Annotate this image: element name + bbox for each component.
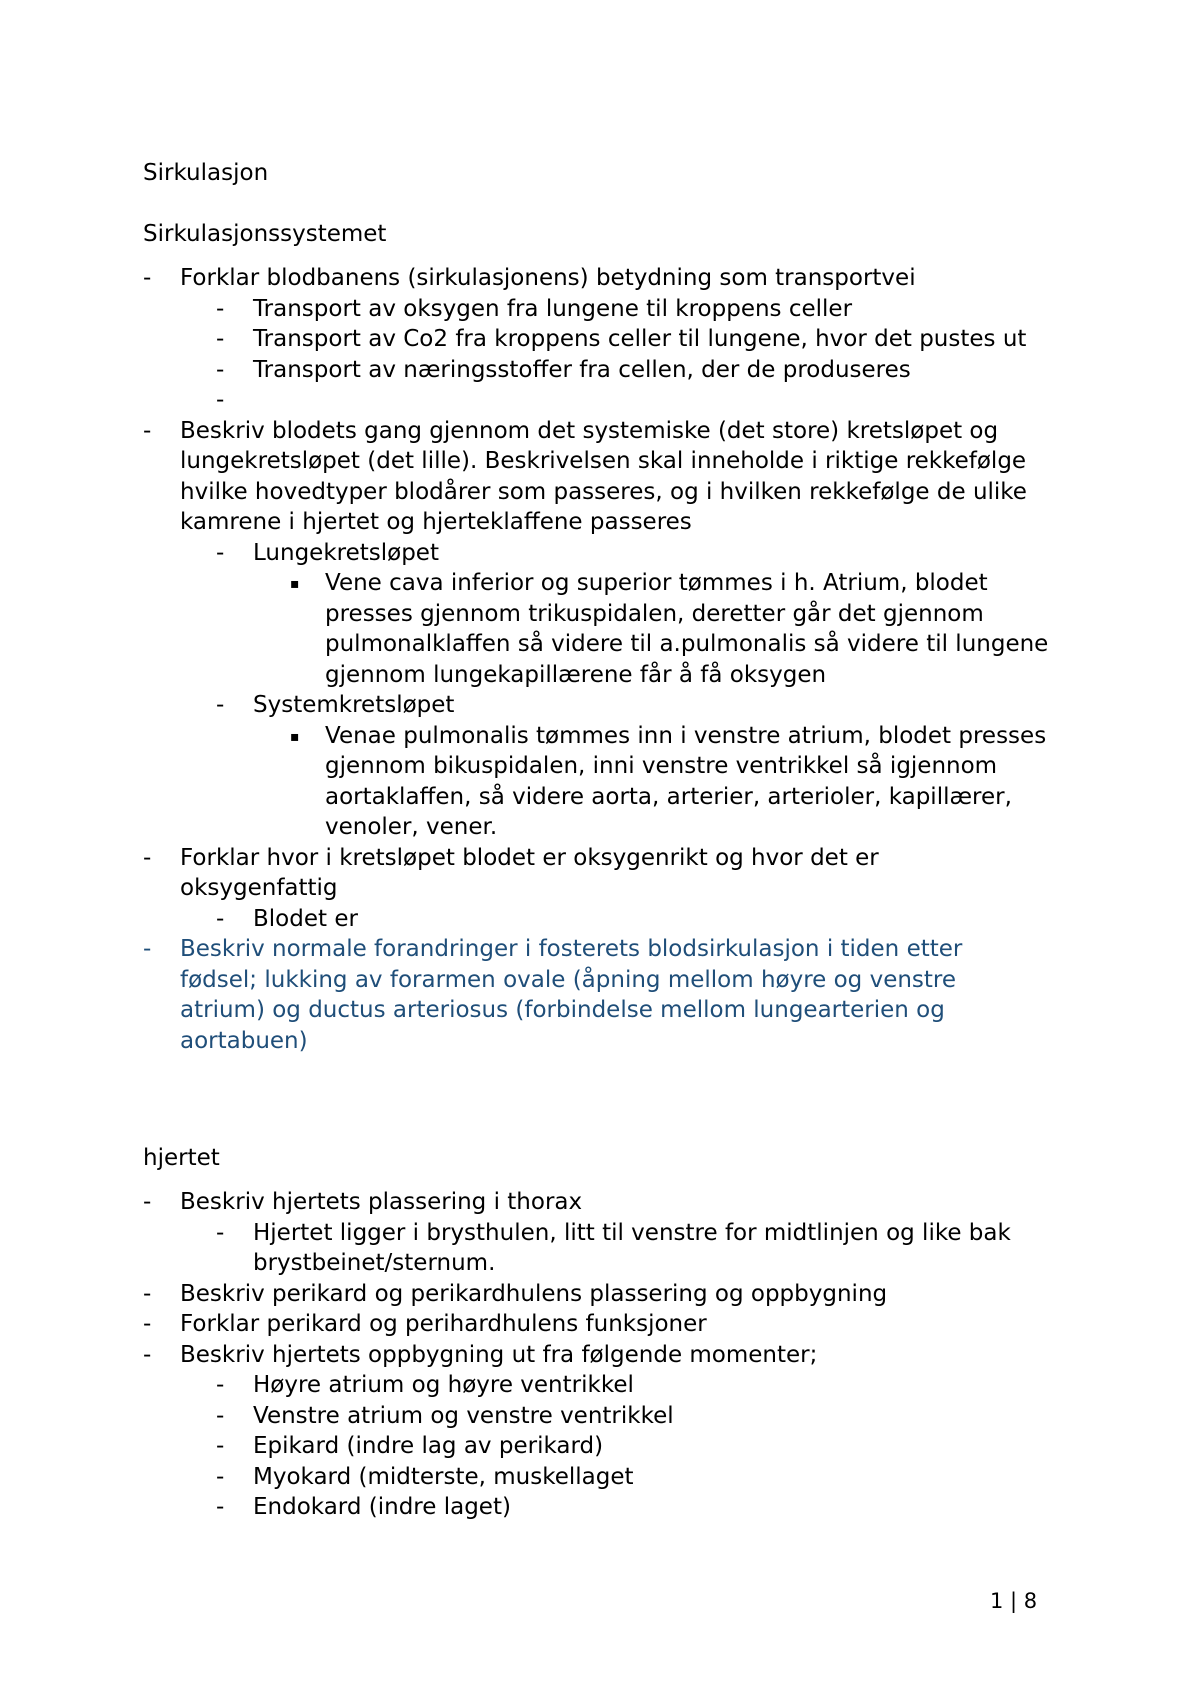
list-item	[0, 1187, 1200, 1218]
list-item-text: Myokard (midterste, muskellaget	[253, 1463, 634, 1490]
list-item	[0, 538, 1200, 569]
list-item-text: Beskriv perikard og perikardhulens plassering og oppbygning	[180, 1280, 888, 1307]
section-list-sirkulasjonssystemet	[0, 263, 1200, 1056]
list-item-text: Lungekretsløpet	[253, 539, 439, 566]
list-item-text: Beskriv hjertets oppbygning ut fra følgende momenter;	[180, 1341, 818, 1368]
list-item	[0, 1279, 1200, 1310]
list-item-text: Venae pulmonalis tømmes inn i venstre atrium, blodet presses gjennom bikuspidalen, inni venstre ventrikkel så igjennom aortaklaffen, så videre aorta, arterier, arterioler, kapillærer, venoler, vener.	[325, 722, 1047, 840]
list-item	[0, 355, 1200, 386]
list-item	[0, 843, 1200, 904]
list-item	[0, 263, 1200, 294]
section-list-hjertet	[0, 1187, 1200, 1523]
list-item	[0, 1431, 1200, 1462]
list-item-text: Epikard (indre lag av perikard)	[253, 1433, 604, 1459]
list-item	[0, 1370, 1200, 1401]
list-item-text: Transport av oksygen fra lungene til kroppens celler	[253, 295, 853, 322]
dash-bullet: -	[216, 1372, 225, 1398]
dash-bullet: -	[143, 265, 152, 291]
list-item-text: Endokard (indre laget)	[253, 1494, 511, 1520]
dash-bullet: -	[216, 295, 225, 322]
list-item	[0, 1401, 1200, 1432]
dash-bullet: -	[216, 356, 225, 383]
list-item	[0, 1492, 1200, 1523]
list-item-text: Beskriv normale forandringer i fosterets blodsirkulasjon i tiden etter fødsel; lukking av forarmen ovale (åpning mellom høyre og venstre atrium) og ductus arteriosus (forbindelse mellom lungearterien og aortabuen)	[180, 936, 963, 1054]
list-item-highlighted	[0, 934, 1200, 1056]
list-item-text: Hjertet ligger i brysthulen, litt til venstre for midtlinjen og like bak brystbeinet/sternum.	[253, 1219, 1011, 1276]
list-item-text: Forklar hvor i kretsløpet blodet er oksygenrikt og hvor det er oksygenfattig	[180, 844, 879, 901]
dash-bullet: -	[216, 539, 225, 566]
dash-bullet: -	[216, 905, 225, 932]
dash-bullet: -	[143, 936, 152, 962]
list-item-text: Høyre atrium og høyre ventrikkel	[253, 1372, 634, 1398]
list-item-text: Venstre atrium og venstre ventrikkel	[253, 1402, 674, 1429]
list-item	[0, 1309, 1200, 1340]
section-heading-hjertet: hjertet	[143, 1145, 220, 1171]
list-item-text: Forklar perikard og perihardhulens funksjoner	[180, 1311, 707, 1337]
list-item-text: Beskriv blodets gang gjennom det systemiske (det store) kretsløpet og lungekretsløpet (det lille). Beskrivelsen skal inneholde i riktige rekkefølge hvilke hovedtyper blodårer som passeres, og i hvilken rekkefølge de ulike kamrene i hjertet og hjerteklaffene passeres	[180, 417, 1027, 535]
list-item	[0, 568, 1200, 690]
list-item-text: Beskriv hjertets plassering i thorax	[180, 1189, 583, 1215]
list-item-text: Transport av næringsstoffer fra cellen, der de produseres	[253, 356, 911, 383]
dash-bullet: -	[216, 1402, 225, 1429]
dash-bullet: -	[216, 326, 225, 352]
list-item	[0, 324, 1200, 355]
dash-bullet: -	[143, 1311, 152, 1337]
document-title: Sirkulasjon	[143, 160, 269, 186]
dash-bullet: -	[143, 1341, 152, 1368]
dash-bullet: -	[216, 692, 225, 718]
list-item	[0, 690, 1200, 721]
dash-bullet: -	[216, 1494, 225, 1520]
dash-bullet: -	[216, 387, 225, 413]
list-item	[0, 1218, 1200, 1279]
dash-bullet: -	[216, 1219, 225, 1246]
dash-bullet: -	[143, 1280, 152, 1307]
square-bullet-icon: ▪	[290, 728, 300, 745]
dash-bullet: -	[143, 844, 152, 871]
dash-bullet: -	[143, 1189, 152, 1215]
dash-bullet: -	[143, 417, 152, 444]
page-number: 1 | 8	[990, 1589, 1038, 1613]
list-item-text: Transport av Co2 fra kroppens celler til lungene, hvor det pustes ut	[253, 326, 1027, 352]
square-bullet-icon: ▪	[290, 576, 300, 592]
list-item-text: Systemkretsløpet	[253, 692, 455, 718]
dash-bullet: -	[216, 1463, 225, 1490]
dash-bullet: -	[216, 1433, 225, 1459]
list-item	[0, 904, 1200, 935]
list-item	[0, 416, 1200, 538]
list-item	[0, 294, 1200, 325]
section-heading-sirkulasjonssystemet: Sirkulasjonssystemet	[143, 221, 387, 247]
list-item-text: Forklar blodbanens (sirkulasjonens) betydning som transportvei	[180, 265, 916, 291]
list-item-text: Vene cava inferior og superior tømmes i h. Atrium, blodet presses gjennom trikuspidalen, deretter går det gjennom pulmonalklaffen så videre til a.pulmonalis så videre til lungene gjennom lungekapillærene får å få oksygen	[325, 570, 1049, 688]
list-item	[0, 721, 1200, 843]
list-item	[0, 1462, 1200, 1493]
list-item	[0, 1340, 1200, 1371]
list-item-text: Blodet er	[253, 905, 358, 932]
list-item-empty	[0, 385, 1200, 416]
